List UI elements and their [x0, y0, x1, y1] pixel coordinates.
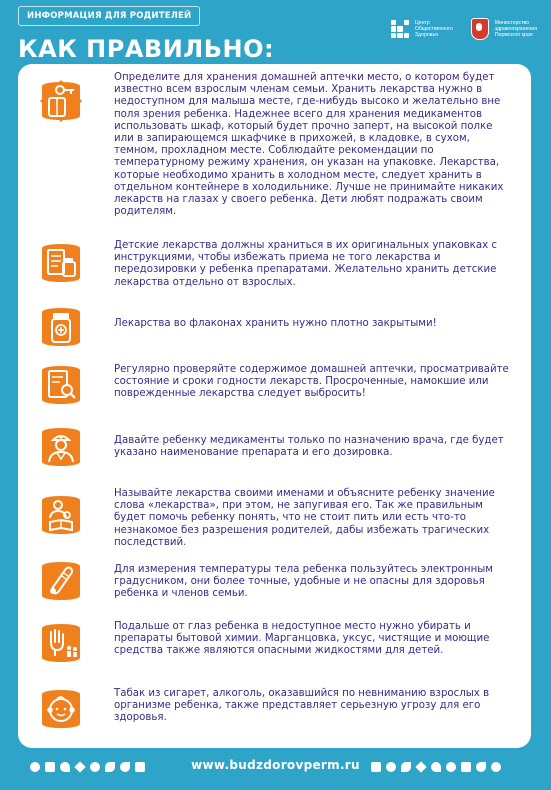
logos: [391, 18, 537, 40]
item-text: Называйте лекарства своими именами и объясните ребенку значение слова «лекарства», при этом, не запугивая его. Так же правильным будет помочь ребенку понять, что не стоит пить или есть что-то незнакомое без разрешения родителей, дабы избежать трагических последствий.: [114, 488, 495, 548]
header-tag-text: ИНФОРМАЦИЯ ДЛЯ РОДИТЕЛЕЙ: [27, 11, 192, 21]
logo2-line3: Пермского края: [494, 32, 533, 38]
item-text: Табак из сигарет, алкоголь, оказавшийся по невниманию взрослых в организме ребенка, также представляет серьезную угрозу для его здоровья.: [114, 688, 490, 724]
doctor-icon: [38, 424, 84, 470]
document-search-icon: [38, 362, 84, 408]
logo1-line3: Здоровья: [414, 32, 438, 38]
cabinet-key-icon: [38, 78, 84, 124]
thermometer-icon: [38, 558, 84, 604]
page-title: КАК ПРАВИЛЬНО:: [18, 35, 275, 63]
hand-family-icon: [38, 620, 84, 666]
item-text: Давайте ребенку медикаменты только по назначению врача, где будет указано наименование препарата и его дозировка.: [114, 435, 504, 459]
item-text: Регулярно проверяйте содержимое домашней аптечки, просматривайте состояние и сроки годности лекарств. Просроченные, намокшие или поврежденные лекарства следует выбросить!: [114, 364, 509, 400]
item-text: Подальше от глаз ребенка в недоступное место нужно убирать и препараты бытовой химии. Марганцовка, уксус, чистящие и моющие средства также являются опасными жидкостями для детей.: [114, 621, 490, 657]
grid-logo-icon: [391, 20, 409, 38]
item-text: Для измерения температуры тела ребенка пользуйтесь электронным градусником, они более точные, удобные и не опасны для здоровья ребенка и членов семьи.: [114, 564, 493, 600]
item-text: Определите для хранения домашней аптечки место, о котором будет известно всем взрослым членам семьи. Хранить лекарства нужно в недоступном для малыша месте, где-нибудь высоко и желательно вне поля зрения ребенка. Надежнее всего для хранения медикаментов использовать шкаф, который будет прочно заперт, на высокой полке или в запирающемся шкафчике в прихожей, в кладовке, в сухом, темном, прохладном месте. Соблюдайте рекомендации по температурному режиму хранения, он указан на упаковке. Лекарства, которые необходимо хранить в холодном месте, следует хранить в отдельном контейнере в холодильнике. Лучше не принимайте никаких лекарств на глазах у своего ребенка. Дети любят подражать своим родителям.: [114, 72, 504, 218]
instructions-bottle-icon: [38, 240, 84, 286]
logo2-line1: Министерство: [494, 20, 530, 26]
footer: [0, 752, 551, 782]
logo1-line1: Центр: [414, 20, 430, 26]
logo1-line2: Общественного: [414, 26, 453, 32]
website-link[interactable]: www.budzdorovperm.ru: [191, 758, 360, 772]
crest-icon: [471, 18, 489, 40]
header-tag: [18, 6, 200, 26]
content-card: [18, 64, 531, 748]
public-health-center-logo: [391, 20, 453, 38]
logo2-line2: здравоохранения: [494, 26, 537, 32]
medicine-bottle-icon: [38, 304, 84, 350]
item-text: Лекарства во флаконах хранить нужно плотно закрытыми!: [114, 318, 437, 329]
item-text: Детские лекарства должны храниться в их оригинальных упаковках с инструкциями, чтобы избежать приема не того лекарства и передозировки у ребенка препаратами. Желательно хранить детские лекарства отдельно от взрослых.: [114, 240, 497, 288]
ministry-logo: [471, 18, 537, 40]
parent-child-book-icon: [38, 492, 84, 538]
baby-icon: [38, 686, 84, 732]
footer-decor-right: [371, 762, 501, 772]
